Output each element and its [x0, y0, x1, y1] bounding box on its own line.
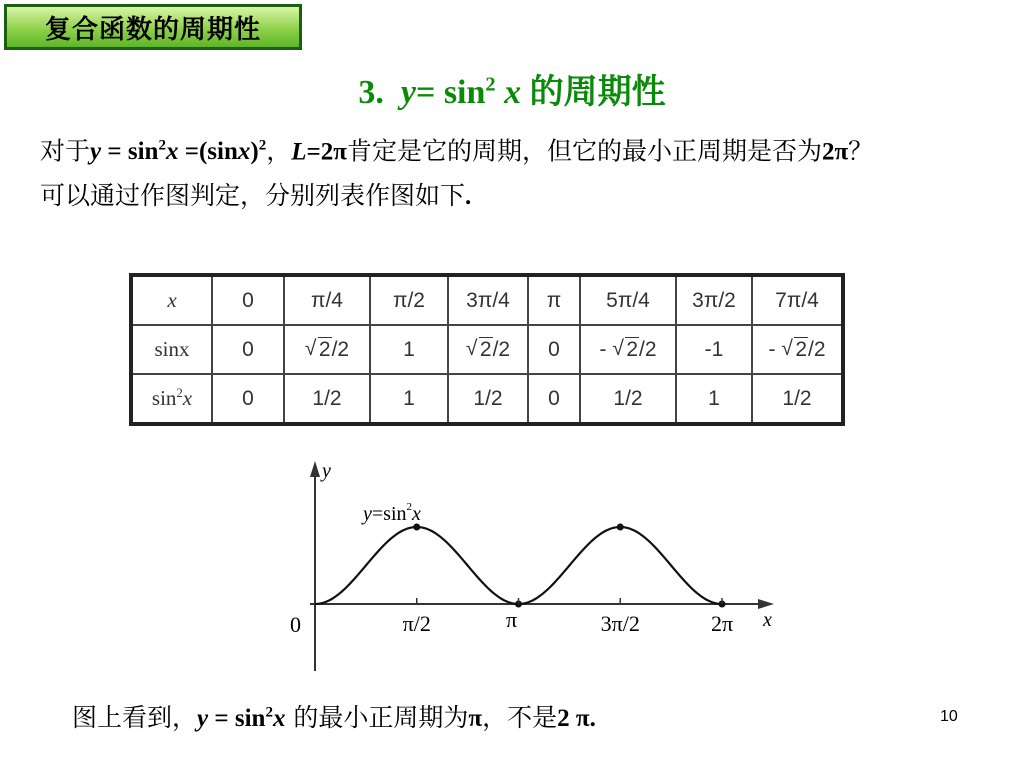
text-p3: 肯定是它的周期，但它的最小正周期是否为: [346, 136, 822, 166]
table-cell: 0: [528, 374, 580, 424]
table-cell: 1: [676, 374, 752, 424]
table-cell: 1/2: [752, 374, 843, 424]
value-table: [129, 273, 845, 426]
page-number: 10: [940, 708, 958, 725]
data-point: [617, 524, 624, 531]
table-cell: √ 2/2: [284, 325, 370, 374]
table-cell: π/2: [370, 275, 448, 325]
x-tick-label: 3π/2: [600, 611, 640, 636]
table-cell: 1/2: [284, 374, 370, 424]
table-cell: 1: [370, 325, 448, 374]
curve-group: [315, 524, 726, 608]
text-line3: 可以通过作图判定，分别列表作图如下: [40, 181, 466, 211]
table-row: [131, 374, 843, 424]
table-cell: π: [528, 275, 580, 325]
formula-2pi-q: 2π: [821, 138, 849, 166]
sqrt-symbol: √ 2: [466, 338, 493, 362]
title-eq: = sin: [415, 74, 486, 111]
header-cell-sin2x: $\sin^2x$: [131, 374, 212, 424]
table-cell: 1: [370, 374, 448, 424]
conclusion-text: 图上看到，$y = \sin^2x$ 的最小正周期为π，不是2 π.: [72, 703, 596, 732]
table-cell: 1/2: [448, 374, 528, 424]
table-cell: - √ 2/2: [752, 325, 843, 374]
table-row: [131, 325, 843, 374]
table-cell: -1: [676, 325, 752, 374]
table-cell: 1/2: [580, 374, 676, 424]
table-cell: 5π/4: [580, 275, 676, 325]
formula-sup2: 2: [258, 138, 267, 154]
sqrt-symbol: √ 2: [781, 338, 808, 362]
table-cell: 0: [212, 374, 284, 424]
table-cell: 3π/2: [676, 275, 752, 325]
intro-paragraph: [40, 124, 990, 219]
origin-label: 0: [290, 612, 301, 637]
x-axis-label: x: [763, 609, 772, 631]
title-y: y: [400, 74, 416, 111]
intro-line-3: [40, 174, 990, 219]
text-p1: 对于: [40, 136, 91, 166]
intro-lines-1-2: [40, 124, 990, 174]
formula-y: y: [90, 138, 102, 166]
table-cell: π/4: [284, 275, 370, 325]
text-question: ？: [848, 136, 874, 166]
sqrt-symbol: √ 2: [305, 338, 332, 362]
sqrt-symbol: √ 2: [612, 338, 639, 362]
header-cell-x: x: [131, 275, 212, 325]
header-cell-sinx: sinx: [131, 325, 212, 374]
title-number: 3.: [358, 74, 384, 111]
table-cell: 0: [212, 275, 284, 325]
x-tick-label: π: [505, 607, 518, 632]
title-tail: 的周期性: [529, 74, 666, 111]
formula-sin: = sin: [101, 138, 159, 166]
text-dot: .: [465, 183, 472, 211]
formula-sup: 2: [158, 138, 166, 154]
axes: [310, 461, 774, 671]
table-cell: 7π/4: [752, 275, 843, 325]
slide-title: [0, 64, 1024, 113]
x-tick-label: π/2: [402, 611, 431, 636]
formula-close: ): [250, 138, 259, 166]
table-cell: 0: [212, 325, 284, 374]
sin-squared-graph: [260, 455, 790, 680]
table-row: [131, 275, 843, 325]
formula-2pi: =2π: [306, 138, 347, 166]
formula-L: L: [291, 138, 307, 166]
formula-sinparen: =(sin: [178, 138, 238, 166]
sin2-curve: [315, 527, 722, 604]
text-comma: ，: [266, 136, 292, 166]
table-cell: 0: [528, 325, 580, 374]
title-x: x: [504, 74, 522, 111]
section-badge: 复合函数的周期性: [4, 4, 302, 50]
table-cell: 3π/4: [448, 275, 528, 325]
formula-x2: x: [237, 138, 251, 166]
y-axis-arrow: [310, 461, 320, 477]
table-cell: √ 2/2: [448, 325, 528, 374]
title-sup: 2: [485, 73, 496, 96]
table-cell: - √ 2/2: [580, 325, 676, 374]
curve-label: $y=\sin^2x$: [363, 501, 421, 525]
x-axis-arrow: [758, 599, 774, 609]
formula-x: x: [165, 138, 179, 166]
x-tick-label: 2π: [710, 611, 734, 636]
y-axis-label: y: [322, 460, 331, 482]
